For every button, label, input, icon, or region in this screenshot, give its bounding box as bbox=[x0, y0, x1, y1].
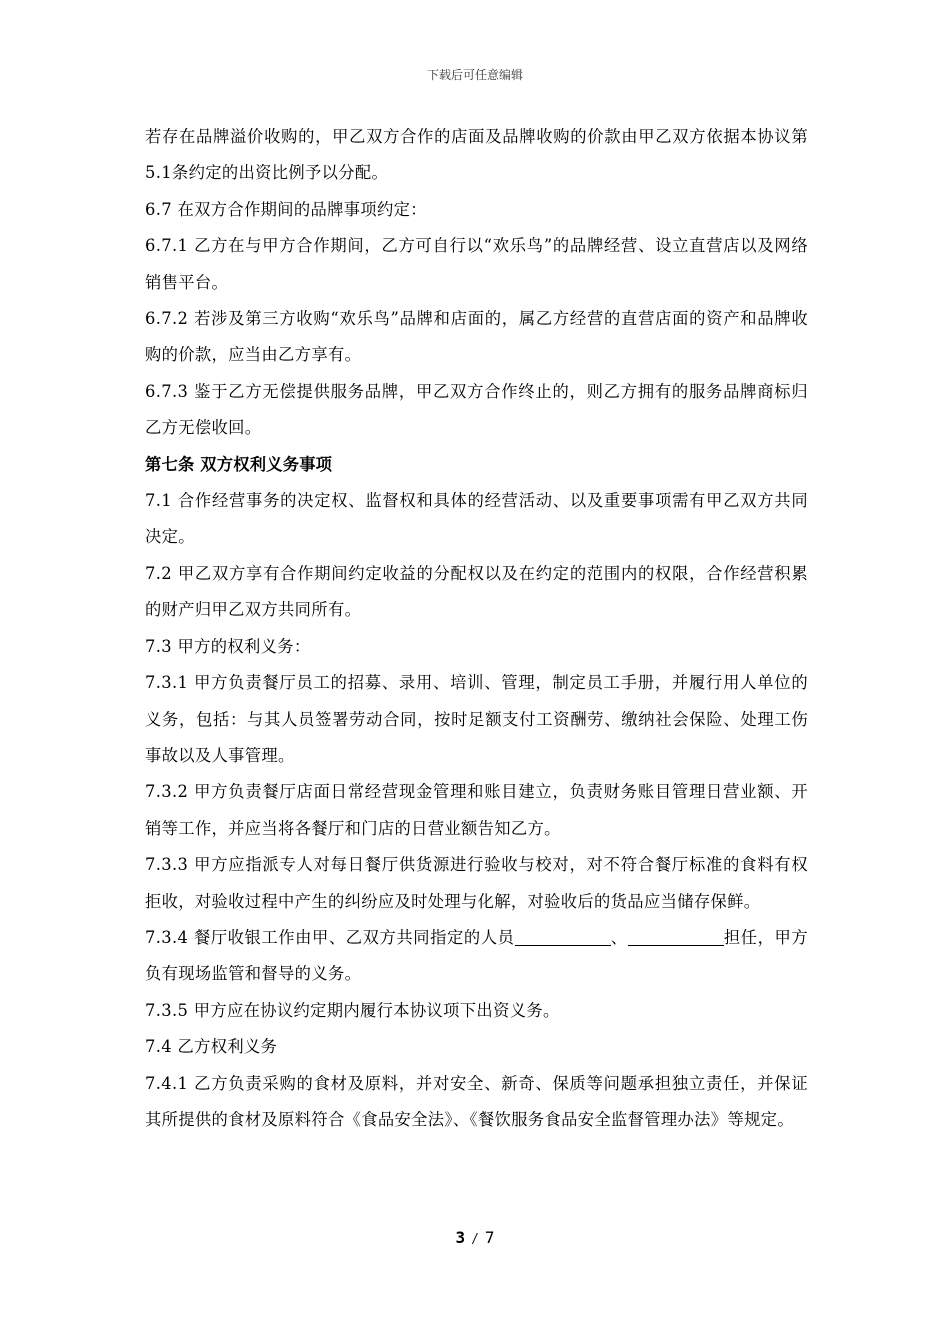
article-7-heading: 第七条 双方权利义务事项 bbox=[145, 454, 333, 474]
cashier-blank-1 bbox=[515, 927, 611, 946]
clause-7-3-4 bbox=[145, 920, 808, 993]
clause-6-7-2: 6.7.2 若涉及第三方收购“欢乐鸟”品牌和店面的，属乙方经营的直营店面的资产和品牌收购的价款，应当由乙方享有。 bbox=[145, 309, 808, 365]
cashier-blank-2 bbox=[628, 927, 724, 946]
page-header: 下载后可任意编辑 bbox=[426, 68, 523, 82]
paragraph-brand-premium: 若存在品牌溢价收购的，甲乙双方合作的店面及品牌收购的价款由甲乙双方依据本协议第5.1条约定的出资比例予以分配。 bbox=[145, 127, 808, 183]
clause-7-3-3: 7.3.3 甲方应指派专人对每日餐厅供货源进行验收与校对，对不符合餐厅标准的食料有权拒收，对验收过程中产生的纠纷应及时处理与化解，对验收后的货品应当储存保鲜。 bbox=[145, 855, 808, 911]
clause-7-3-4-part3: 担任，甲方负有现场监管和督导的义务。 bbox=[145, 927, 808, 984]
clause-7-4: 7.4 乙方权利义务 bbox=[145, 1037, 278, 1057]
clause-6-7-3: 6.7.3 鉴于乙方无偿提供服务品牌，甲乙双方合作终止的，则乙方拥有的服务品牌商标归乙方无偿收回。 bbox=[145, 381, 808, 438]
clause-7-4-1: 7.4.1 乙方负责采购的食材及原料，并对安全、新奇、保质等问题承担独立责任，并保证其所提供的食材及原料符合《食品安全法》、《餐饮服务食品安全监督管理办法》等规定。 bbox=[145, 1073, 808, 1129]
clause-7-3-4-part2: 、 bbox=[610, 927, 628, 947]
clause-7-3-1: 7.3.1 甲方负责餐厅员工的招募、录用、培训、管理，制定员工手册，并履行用人单位的义务，包括：与其人员签署劳动合同，按时足额支付工资酬劳、缴纳社会保险、处理工伤事故以及人事管理。 bbox=[145, 673, 808, 765]
clause-6-7: 6.7 在双方合作期间的品牌事项约定： bbox=[145, 199, 427, 219]
clause-7-2: 7.2 甲乙双方享有合作期间约定收益的分配权以及在约定的范围内的权限，合作经营积累的财产归甲乙双方共同所有。 bbox=[145, 563, 808, 620]
page-total: 7 bbox=[484, 1228, 495, 1247]
page-separator: / bbox=[471, 1232, 479, 1247]
clause-7-3: 7.3 甲方的权利义务： bbox=[145, 636, 311, 656]
page-number bbox=[0, 1228, 950, 1247]
clause-7-3-4-part1: 7.3.4 餐厅收银工作由甲、乙双方共同指定的人员 bbox=[145, 927, 515, 947]
page-current: 3 bbox=[455, 1228, 466, 1247]
clause-6-7-1: 6.7.1 乙方在与甲方合作期间，乙方可自行以“欢乐鸟”的品牌经营、设立直营店以及网络销售平台。 bbox=[145, 236, 808, 292]
clause-7-3-5: 7.3.5 甲方应在协议约定期内履行本协议项下出资义务。 bbox=[145, 1000, 560, 1020]
clause-7-3-2: 7.3.2 甲方负责餐厅店面日常经营现金管理和账目建立，负责财务账目管理日营业额、开销等工作，并应当将各餐厅和门店的日营业额告知乙方。 bbox=[145, 782, 808, 838]
clause-7-1: 7.1 合作经营事务的决定权、监督权和具体的经营活动、以及重要事项需有甲乙双方共同决定。 bbox=[145, 491, 808, 547]
document-body bbox=[145, 119, 808, 1138]
